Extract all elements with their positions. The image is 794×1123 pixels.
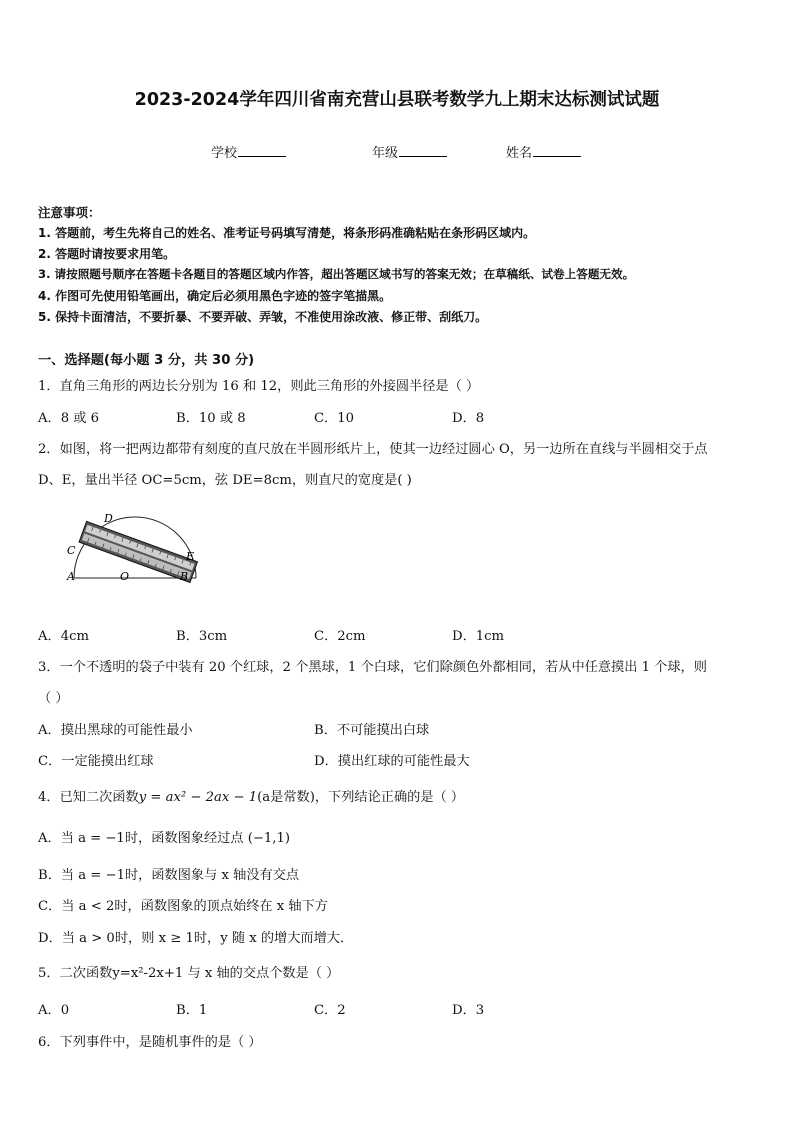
school-label: 学校	[211, 146, 238, 161]
q5-option-d: D．3	[452, 1003, 485, 1018]
q2-option-a: A．4cm	[38, 629, 89, 644]
exam-title: 2023-2024学年四川省南充营山县联考数学九上期末达标测试试题	[134, 90, 660, 110]
label-e: E	[186, 550, 195, 563]
q3-option-b: B．不可能摸出白球	[314, 723, 430, 738]
question-1-stem: 1．直角三角形的两边长分别为 16 和 12，则此三角形的外接圆半径是（ ）	[38, 379, 480, 394]
name-field	[506, 142, 581, 161]
q4-option-a: A．当 a = −1时，函数图象经过点 (−1,1)	[38, 831, 291, 846]
q2-option-c: C．2cm	[314, 629, 366, 644]
q4-formula: y = ax² − 2ax − 1	[138, 790, 258, 805]
question-4-stem	[38, 786, 464, 805]
note-item: 1. 答题前，考生先将自己的姓名、准考证号码填写清楚，将条形码准确粘贴在条形码区域内。	[38, 226, 536, 240]
q2-option-b: B．3cm	[176, 629, 228, 644]
q5-option-c: C．2	[314, 1003, 346, 1018]
q4-stem-post: (a是常数)，下列结论正确的是（ ）	[257, 790, 465, 805]
question-2-stem-cont: D、E，量出半径 OC=5cm，弦 DE=8cm，则直尺的宽度是( )	[38, 473, 412, 488]
question-6-stem: 6．下列事件中，是随机事件的是（ ）	[38, 1035, 262, 1050]
question-3-stem-cont: （ ）	[38, 691, 69, 706]
q5-option-b: B．1	[176, 1003, 208, 1018]
q1-option-a: A．8 或 6	[38, 411, 100, 426]
ruler-semicircle-figure	[60, 510, 210, 600]
question-3-stem: 3．一个不透明的袋子中装有 20 个红球，2 个黑球，1 个白球，它们除颜色外都相同，若从中任意摸出 1 个球，则	[38, 660, 707, 675]
q4-stem-pre: 4．已知二次函数	[38, 790, 139, 805]
label-a: A	[67, 570, 75, 583]
note-item: 3. 请按照题号顺序在答题卡各题目的答题区域内作答，超出答题区域书写的答案无效；在草稿纸、试卷上答题无效。	[38, 267, 635, 281]
q4-option-d: D．当 a > 0时，则 x ≥ 1时，y 随 x 的增大而增大．	[38, 931, 354, 946]
q2-option-d: D．1cm	[452, 629, 505, 644]
q1-option-d: D．8	[452, 411, 485, 426]
grade-blank	[399, 144, 447, 157]
note-item: 4. 作图可先使用铅笔画出，确定后必须用黑色字迹的签字笔描黑。	[38, 289, 392, 303]
q1-option-c: C．10	[314, 411, 355, 426]
question-2-stem: 2．如图，将一把两边都带有刻度的直尺放在半圆形纸片上，使其一边经过圆心 O，另一边所在直线与半圆相交于点	[38, 442, 708, 457]
notes-heading: 注意事项：	[38, 205, 101, 220]
grade-field	[372, 142, 447, 161]
note-item: 5. 保持卡面清洁，不要折暴、不要弄破、弄皱，不准使用涂改液、修正带、刮纸刀。	[38, 310, 488, 324]
note-item: 2. 答题时请按要求用笔。	[38, 247, 176, 261]
section-heading: 一、选择题(每小题 3 分，共 30 分)	[38, 353, 255, 368]
name-label: 姓名	[506, 146, 533, 161]
q4-option-c: C．当 a < 2时，函数图象的顶点始终在 x 轴下方	[38, 899, 328, 914]
label-c: C	[67, 544, 76, 557]
question-5-stem: 5．二次函数y=x²-2x+1 与 x 轴的交点个数是（ ）	[38, 966, 340, 981]
school-field	[211, 142, 286, 161]
q3-option-a: A．摸出黑球的可能性最小	[38, 723, 193, 738]
grade-label: 年级	[372, 146, 399, 161]
label-b: B	[180, 570, 189, 583]
q3-option-d: D．摸出红球的可能性最大	[314, 754, 470, 769]
label-o: O	[120, 570, 130, 583]
school-blank	[238, 144, 286, 157]
q5-option-a: A．0	[38, 1003, 70, 1018]
q1-option-b: B．10 或 8	[176, 411, 246, 426]
q4-option-b: B．当 a = −1时，函数图象与 x 轴没有交点	[38, 868, 300, 883]
name-blank	[533, 144, 581, 157]
label-d: D	[104, 512, 113, 525]
q3-option-c: C．一定能摸出红球	[38, 754, 154, 769]
